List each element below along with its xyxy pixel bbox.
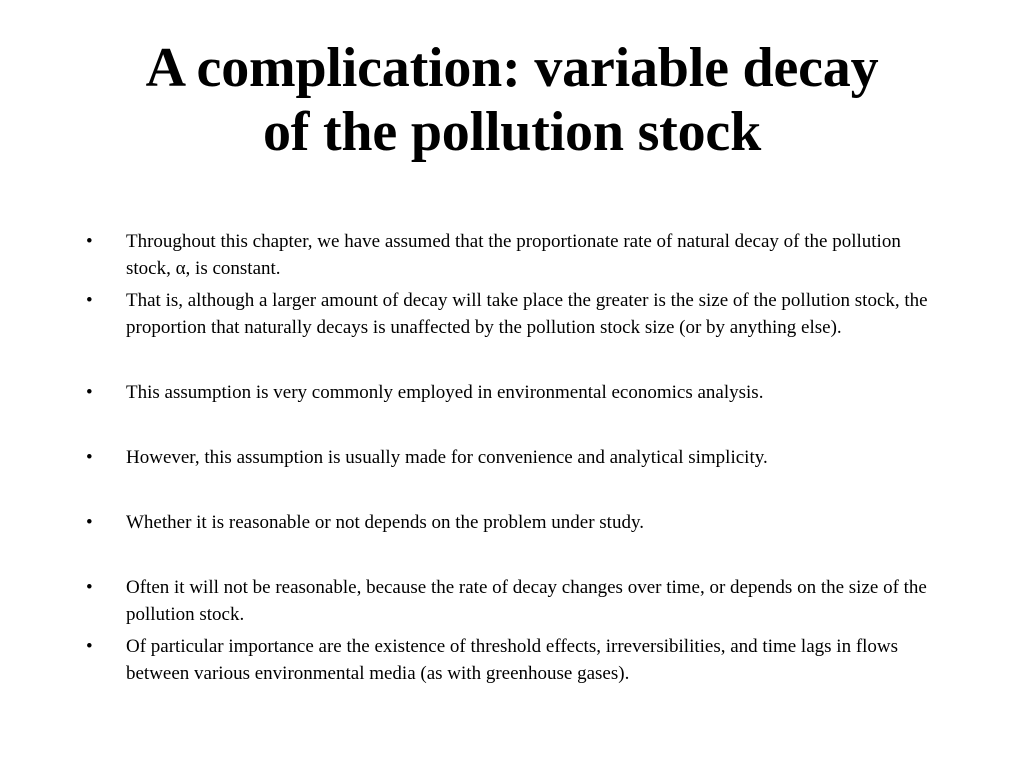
- bullet-item-not-reasonable: [84, 574, 944, 628]
- bullet-item-depends-on-problem: [84, 509, 944, 536]
- bullet-text: Whether it is reasonable or not depends on the problem under study.: [126, 512, 644, 533]
- bullet-item-threshold-effects: [84, 633, 944, 687]
- bullet-list: [84, 228, 944, 687]
- bullet-item-proportion-unaffected: [84, 287, 944, 341]
- slide-title: [40, 36, 984, 164]
- bullet-icon: •: [86, 231, 93, 252]
- bullet-icon: •: [86, 636, 93, 657]
- bullet-item-convenience: [84, 444, 944, 471]
- bullet-icon: •: [86, 577, 93, 598]
- bullet-text: Throughout this chapter, we have assumed that the proportionate rate of natural decay of the pollution stock, α, is constant.: [126, 231, 901, 279]
- bullet-item-commonly-employed: [84, 379, 944, 406]
- bullet-text: That is, although a larger amount of decay will take place the greater is the size of the pollution stock, the proportion that naturally decays is unaffected by the pollution stock size (or by anything else).: [126, 290, 928, 338]
- bullet-text: Often it will not be reasonable, because the rate of decay changes over time, or depends on the size of the pollution stock.: [126, 577, 927, 625]
- bullet-icon: •: [86, 382, 93, 403]
- title-line-1: A complication: variable decay: [145, 37, 879, 99]
- bullet-text: However, this assumption is usually made for convenience and analytical simplicity.: [126, 447, 768, 468]
- bullet-text: Of particular importance are the existence of threshold effects, irreversibilities, and time lags in flows between various environmental media (as with greenhouse gases).: [126, 636, 899, 684]
- bullet-text: This assumption is very commonly employed in environmental economics analysis.: [126, 382, 764, 403]
- title-line-2: of the pollution stock: [262, 101, 762, 163]
- bullet-item-assumed-constant: [84, 228, 944, 282]
- bullet-icon: •: [86, 447, 93, 468]
- bullet-icon: •: [86, 512, 93, 533]
- bullet-icon: •: [86, 290, 93, 311]
